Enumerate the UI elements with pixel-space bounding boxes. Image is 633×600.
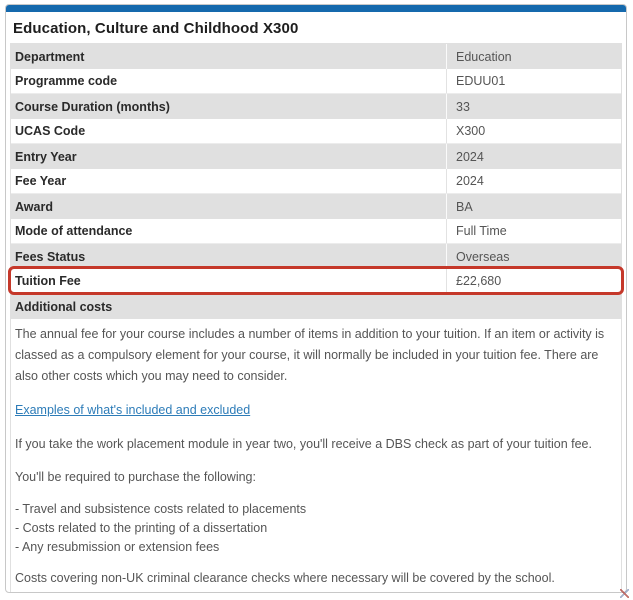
row-value: BA [446,194,621,219]
row-value: EDUU01 [446,69,621,93]
row-label: Entry Year [15,149,77,164]
additional-costs-description [11,319,621,593]
row-value: Full Time [446,219,621,243]
table-row-fee-year [11,169,621,194]
row-value: 2024 [446,169,621,193]
section-header-additional-costs [11,294,621,319]
table-row-department [11,44,621,69]
additional-costs-paragraph: You'll be required to purchase the following: [15,470,256,484]
list-item: - Travel and subsistence costs related to placements [15,502,307,516]
table-row-tuition-fee [11,269,621,294]
row-value: X300 [446,119,621,143]
additional-costs-paragraph: Costs covering non-UK criminal clearance checks where necessary will be covered by the school. [15,571,555,585]
row-label: Tuition Fee [15,274,81,288]
row-value: 33 [446,94,621,119]
required-purchases-list [15,500,611,557]
section-header-label: Additional costs [15,299,113,314]
additional-costs-paragraph: If you take the work placement module in year two, you'll receive a DBS check as part of your tuition fee. [15,437,592,451]
table-row-mode-of-attendance [11,219,621,244]
row-label: UCAS Code [15,124,86,138]
row-label: Course Duration (months) [15,99,170,114]
fee-details-table [10,43,622,593]
examples-included-excluded-link[interactable]: Examples of what's included and excluded [15,403,251,417]
panel-accent-bar [6,5,626,12]
table-row-fees-status [11,244,621,269]
row-label: Fees Status [15,249,86,264]
table-row-course-duration [11,94,621,119]
additional-costs-paragraph: The annual fee for your course includes a number of items in addition to your tuition. If an item or activity is classed as a compulsory element for your course, it will normally be included in your tuition fee. There are also other costs which you may need to consider. [15,327,605,383]
course-title: Education, Culture and Childhood X300 [13,20,299,37]
table-row-programme-code [11,69,621,94]
row-label: Mode of attendance [15,224,133,238]
row-value: Overseas [446,244,621,269]
row-value: £22,680 [446,269,621,293]
row-label: Fee Year [15,174,67,188]
table-row-award [11,194,621,219]
row-value: 2024 [446,144,621,169]
cursor-artifact [620,589,629,598]
table-row-entry-year [11,144,621,169]
list-item: - Costs related to the printing of a dissertation [15,521,268,535]
course-fees-panel [5,4,627,593]
row-value: Education [446,44,621,69]
row-label: Programme code [15,74,118,88]
table-row-ucas-code [11,119,621,144]
row-label: Department [15,49,85,64]
row-label: Award [15,199,53,214]
list-item: - Any resubmission or extension fees [15,540,220,554]
